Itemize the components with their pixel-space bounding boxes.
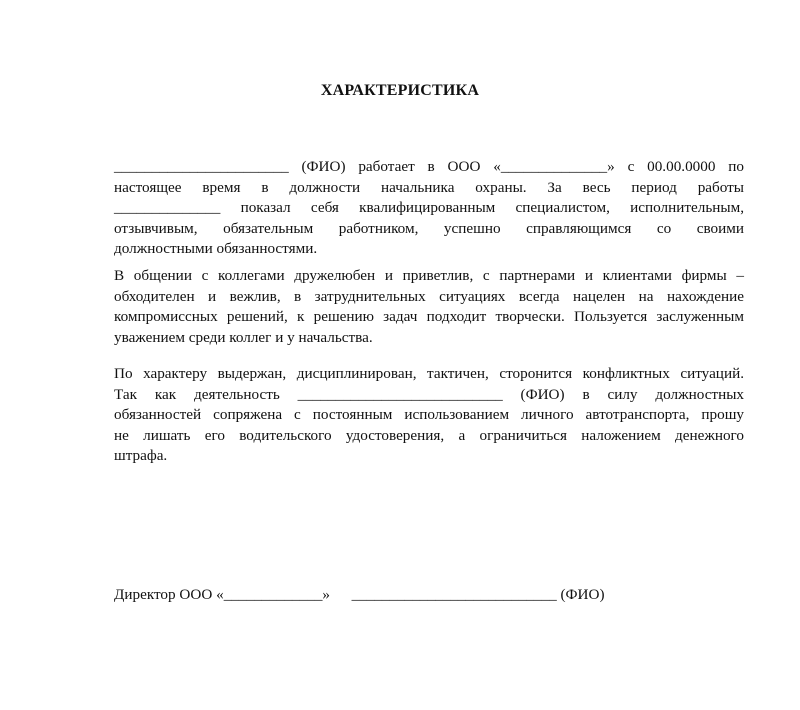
paragraph-employment [114,157,744,260]
paragraph-line: компромиссных решений, к решению задач подходит творчески. Пользуется заслуженным [114,308,744,325]
paragraph-line: По характеру выдержан, дисциплинирован, тактичен, сторонится конфликтных ситуаций. [114,365,744,382]
paragraph-character [114,364,744,467]
paragraph-line: ______________ показал себя квалифицированным специалистом, исполнительным, [114,199,744,216]
paragraph-line: настоящее время в должности начальника охраны. За весь период работы [114,178,744,196]
document-title: ХАРАКТЕРИСТИКА [320,82,480,99]
paragraph-line: Так как деятельность ___________________________ (ФИО) в силу должностных [114,385,744,403]
paragraph-communication [114,266,744,348]
paragraph-line: должностными обязанностями. [114,240,318,257]
paragraph-line: В общении с коллегами дружелюбен и приветлив, с партнерами и клиентами фирмы – [114,267,744,284]
signature-line [114,585,605,605]
paragraph-line: уважением среди коллег и у начальства. [114,328,373,346]
paragraph-line: не лишать его водительского удостоверения, а ограничиться наложением денежного [114,426,744,444]
paragraph-line: обходителен и вежлив, в затруднительных ситуациях всегда нацелен на нахождение [114,287,744,305]
paragraph-line: штрафа. [114,447,168,464]
paragraph-line: _______________________ (ФИО) работает в ООО «______________» с 00.00.0000 по [114,158,744,175]
paragraph-line: отзывчивым, обязательным работником, успешно справляющимся со своими [114,219,744,237]
signature-name-field: ___________________________ (ФИО) [351,586,605,603]
signature-director-label: Директор ООО «_____________» [114,586,331,603]
paragraph-line: обязанностей сопряжена с постоянным использованием личного автотранспорта, прошу [114,406,744,423]
